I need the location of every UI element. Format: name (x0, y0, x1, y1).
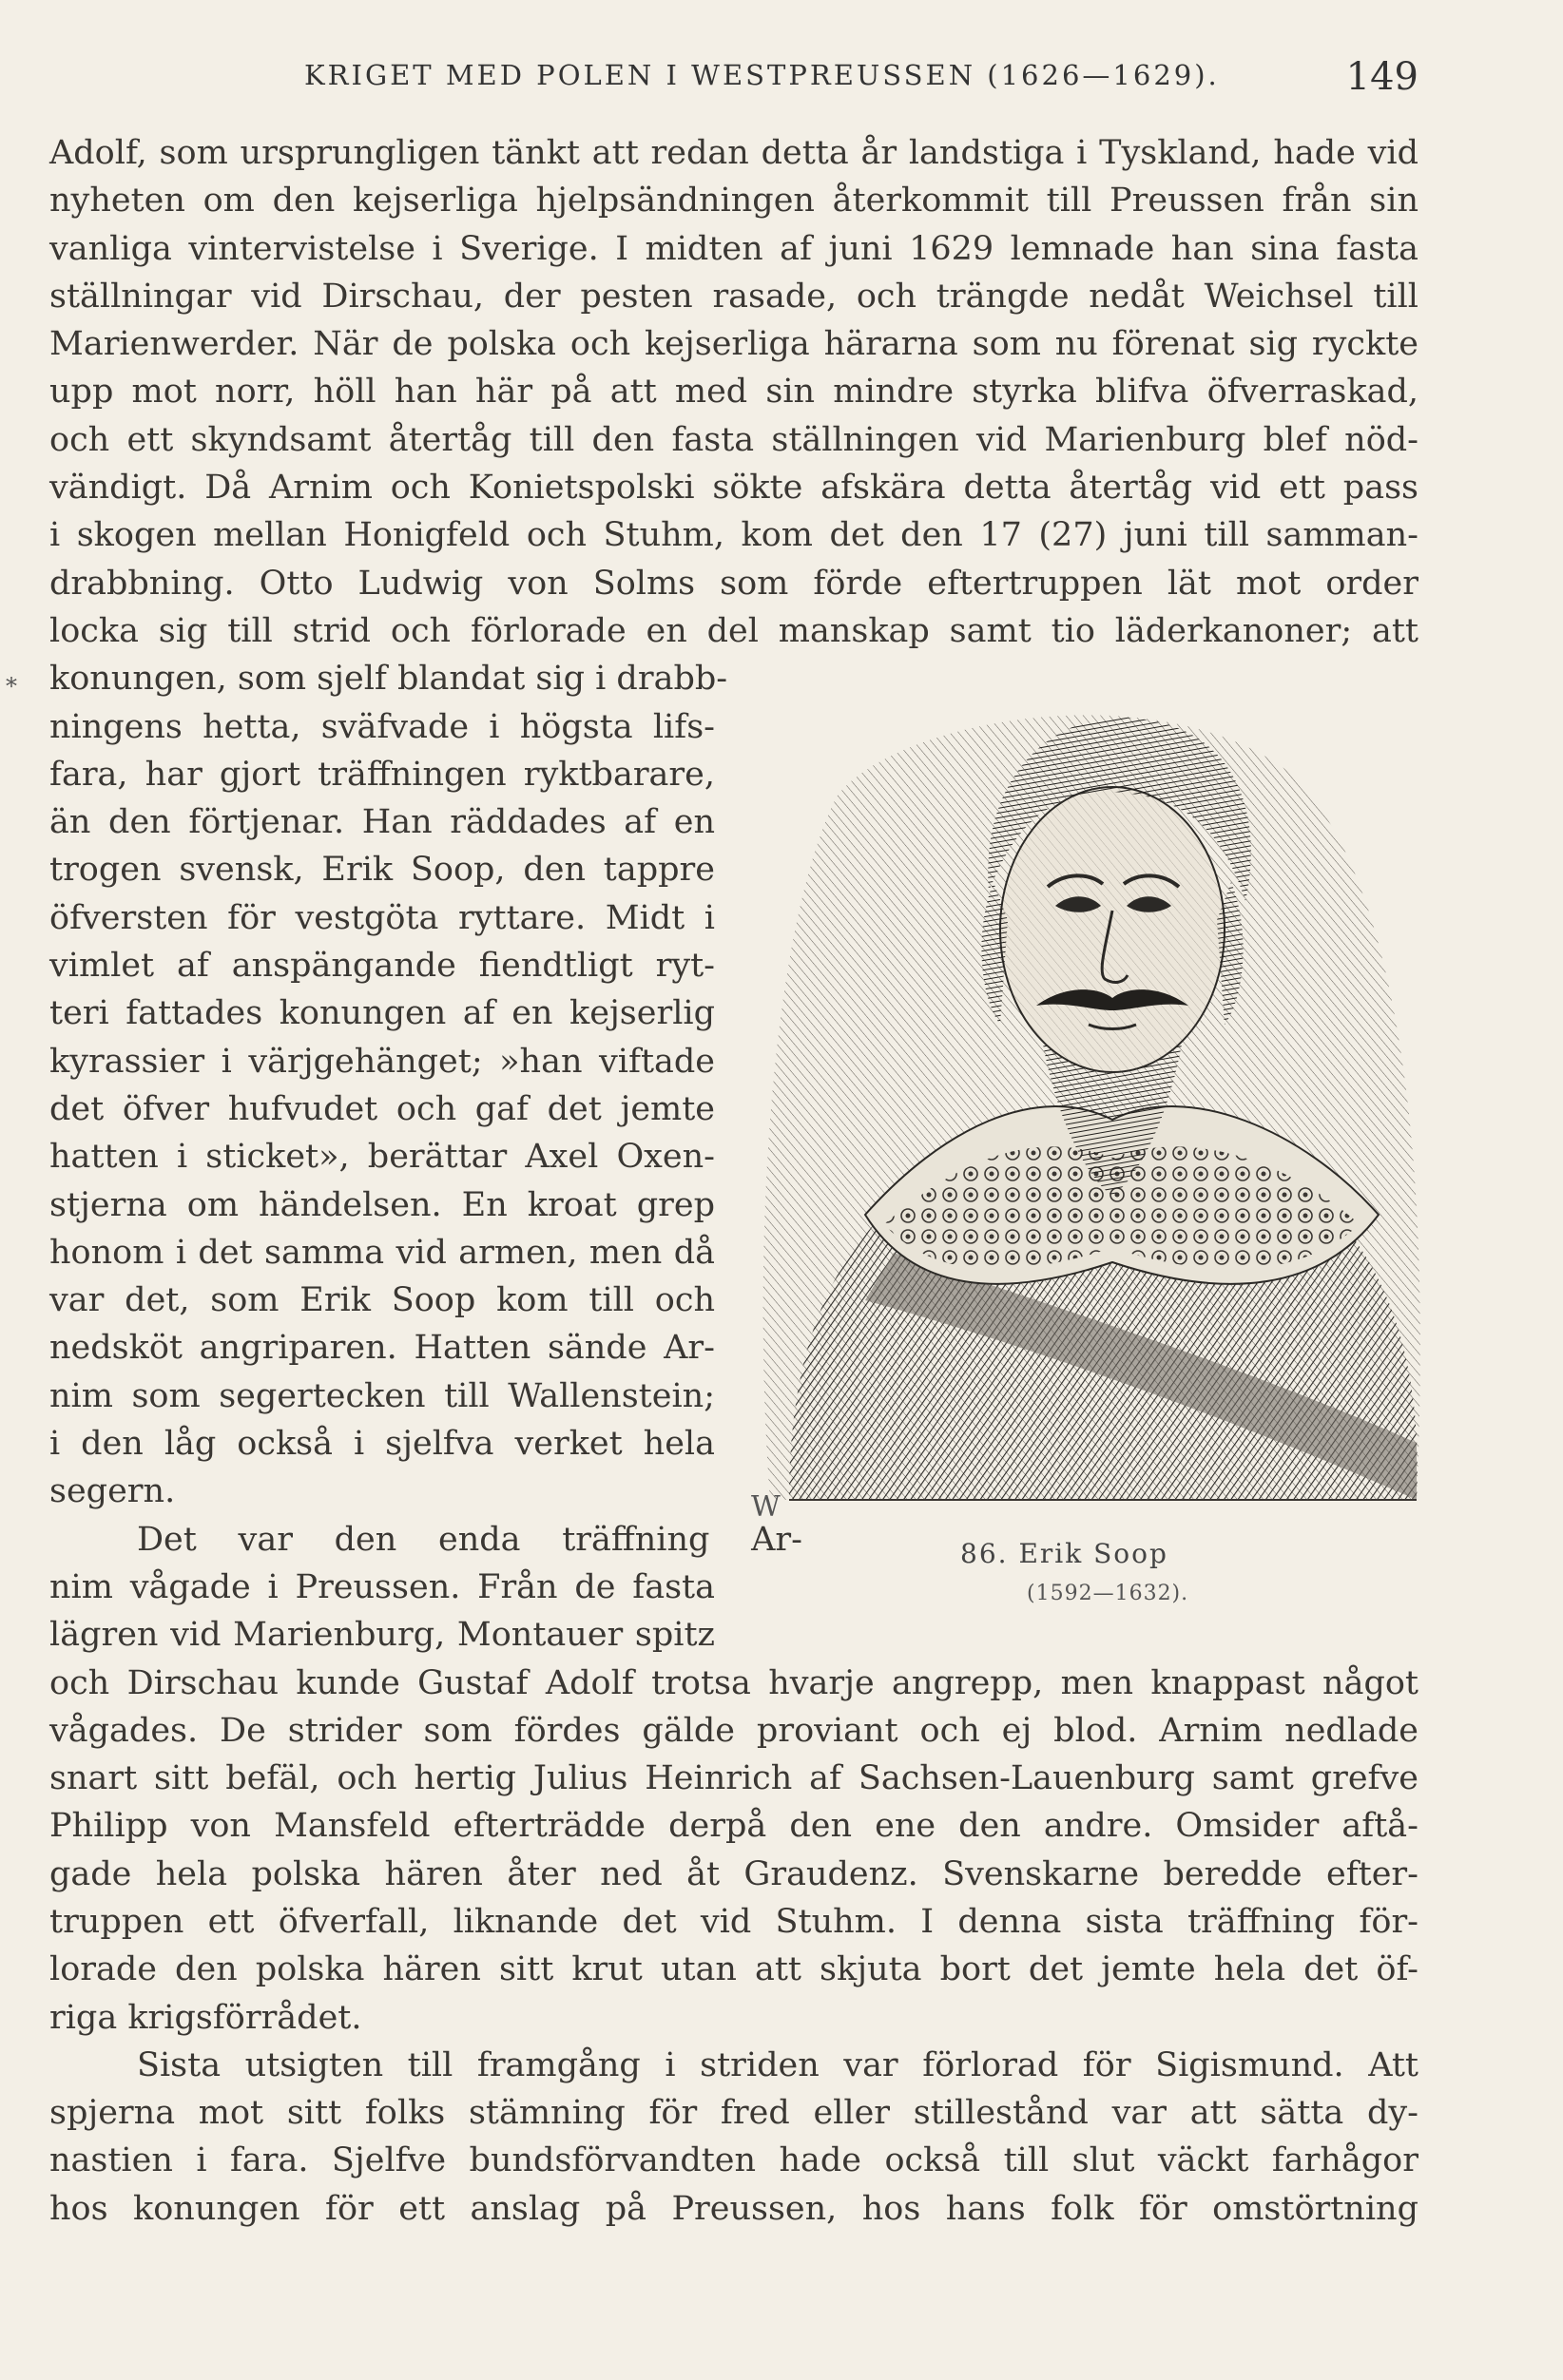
text-line: teri fattades konungen af en kejserlig (49, 994, 715, 1033)
figure-number: 86. (960, 1538, 1009, 1569)
figure-name: Erik Soop (1018, 1538, 1168, 1569)
text-line: lägren vid Marienburg, Montauer spitz (49, 1616, 715, 1655)
text-line: nyheten om den kejserliga hjelpsändningen återkommit till Preussen från sin (49, 182, 1418, 221)
figure-dates: (1592—1632). (1027, 1582, 1189, 1605)
text-line: segern. (49, 1472, 176, 1511)
text-line: hos konungen för ett anslag på Preussen, hos hans folk för omstörtning (49, 2189, 1418, 2228)
text-line: och ett skyndsamt återtåg till den fasta ställningen vid Marienburg blef nöd- (49, 420, 1418, 459)
text-line: öfversten för vestgöta ryttare. Midt i (49, 898, 715, 937)
margin-mark: * (6, 673, 17, 700)
text-line: nedsköt angriparen. Hatten sände Ar- (49, 1329, 715, 1368)
text-line: drabbning. Otto Ludwig von Solms som förde eftertruppen lät mot order (49, 564, 1418, 603)
text-line: Philipp von Mansfeld efterträdde derpå den ene den andre. Omsider aftå- (49, 1807, 1418, 1846)
text-line: gade hela polska hären åter ned åt Graudenz. Svenskarne beredde efter- (49, 1854, 1418, 1893)
text-line: upp mot norr, höll han här på att med sin mindre styrka blifva öfverraskad, (49, 373, 1418, 412)
text-line: och Dirschau kunde Gustaf Adolf trotsa hvarje angrepp, men knappast något (49, 1663, 1418, 1702)
text-line: vimlet af anspängande fiendtligt ryt- (49, 947, 715, 986)
running-head (49, 55, 1418, 105)
text-line: nim som segertecken till Wallenstein; (49, 1376, 715, 1415)
text-line: trogen svensk, Erik Soop, den tappre (49, 851, 715, 890)
text-line: honom i det samma vid armen, men då (49, 1233, 715, 1272)
text-line: vändigt. Då Arnim och Konietspolski sökte afskära detta återtåg vid ett pass (49, 469, 1418, 508)
text-line: Marienwerder. När de polska och kejserliga härarna som nu förenat sig ryckte (49, 325, 1418, 364)
text-line: ställningar vid Dirschau, der pesten rasade, och trängde nedåt Weichsel till (49, 277, 1418, 316)
text-line: än den förtjenar. Han räddades af en (49, 803, 715, 842)
text-line: lorade den polska hären sitt krut utan att skjuta bort det jemte hela det öf- (49, 1950, 1418, 1989)
figure-caption (960, 1538, 1168, 1569)
portrait-engraving (751, 682, 1455, 1519)
text-line: fara, har gjort träffningen ryktbarare, (49, 755, 715, 794)
text-line: nim vågade i Preussen. Från de fasta (49, 1567, 715, 1606)
text-line: kyrassier i värjgehänget; »han viftade (49, 1042, 715, 1081)
text-line: vågades. De strider som fördes gälde proviant och ej blod. Arnim nedlade (49, 1711, 1418, 1750)
text-line: hatten i sticket», berättar Axel Oxen- (49, 1138, 715, 1177)
text-line: riga krigsförrådet. (49, 1998, 362, 2037)
text-line: det öfver hufvudet och gaf det jemte (49, 1089, 715, 1128)
text-line: konungen, som sjelf blandat sig i drabb- (49, 660, 728, 699)
text-line: ningens hetta, sväfvade i högsta lifs- (49, 707, 715, 746)
page-number: 149 (1345, 55, 1418, 99)
engraver-mark: W (751, 1490, 781, 1524)
text-line: Adolf, som ursprungligen tänkt att redan detta år landstiga i Tyskland, hade vid (49, 134, 1418, 172)
text-line: nastien i fara. Sjelfve bundsförvandten hade också till slut väckt farhågor (49, 2141, 1418, 2180)
text-line: var det, som Erik Soop kom till och (49, 1281, 715, 1320)
text-line: spjerna mot sitt folks stämning för fred eller stillestånd var att sätta dy- (49, 2094, 1418, 2133)
text-line: locka sig till strid och förlorade en del manskap samt tio läderkanoner; att (49, 611, 1418, 650)
text-line: truppen ett öfverfall, liknande det vid Stuhm. I denna sista träffning för- (49, 1902, 1418, 1941)
text-line: Sista utsigten till framgång i striden var förlorad för Sigismund. Att (137, 2045, 1418, 2084)
text-line: Det var den enda träffning Ar- (137, 1520, 802, 1559)
text-line: i skogen mellan Honigfeld och Stuhm, kom det den 17 (27) juni till samman- (49, 516, 1418, 555)
text-line: stjerna om händelsen. En kroat grep (49, 1185, 715, 1224)
running-title: KRIGET MED POLEN I WESTPREUSSEN (1626—1629). (304, 59, 1220, 91)
text-line: i den låg också i sjelfva verket hela (49, 1425, 715, 1464)
text-line: vanliga vintervistelse i Sverige. I midten af juni 1629 lemnade han sina fasta (49, 229, 1418, 268)
text-line: snart sitt befäl, och hertig Julius Heinrich af Sachsen-Lauenburg samt grefve (49, 1759, 1418, 1798)
